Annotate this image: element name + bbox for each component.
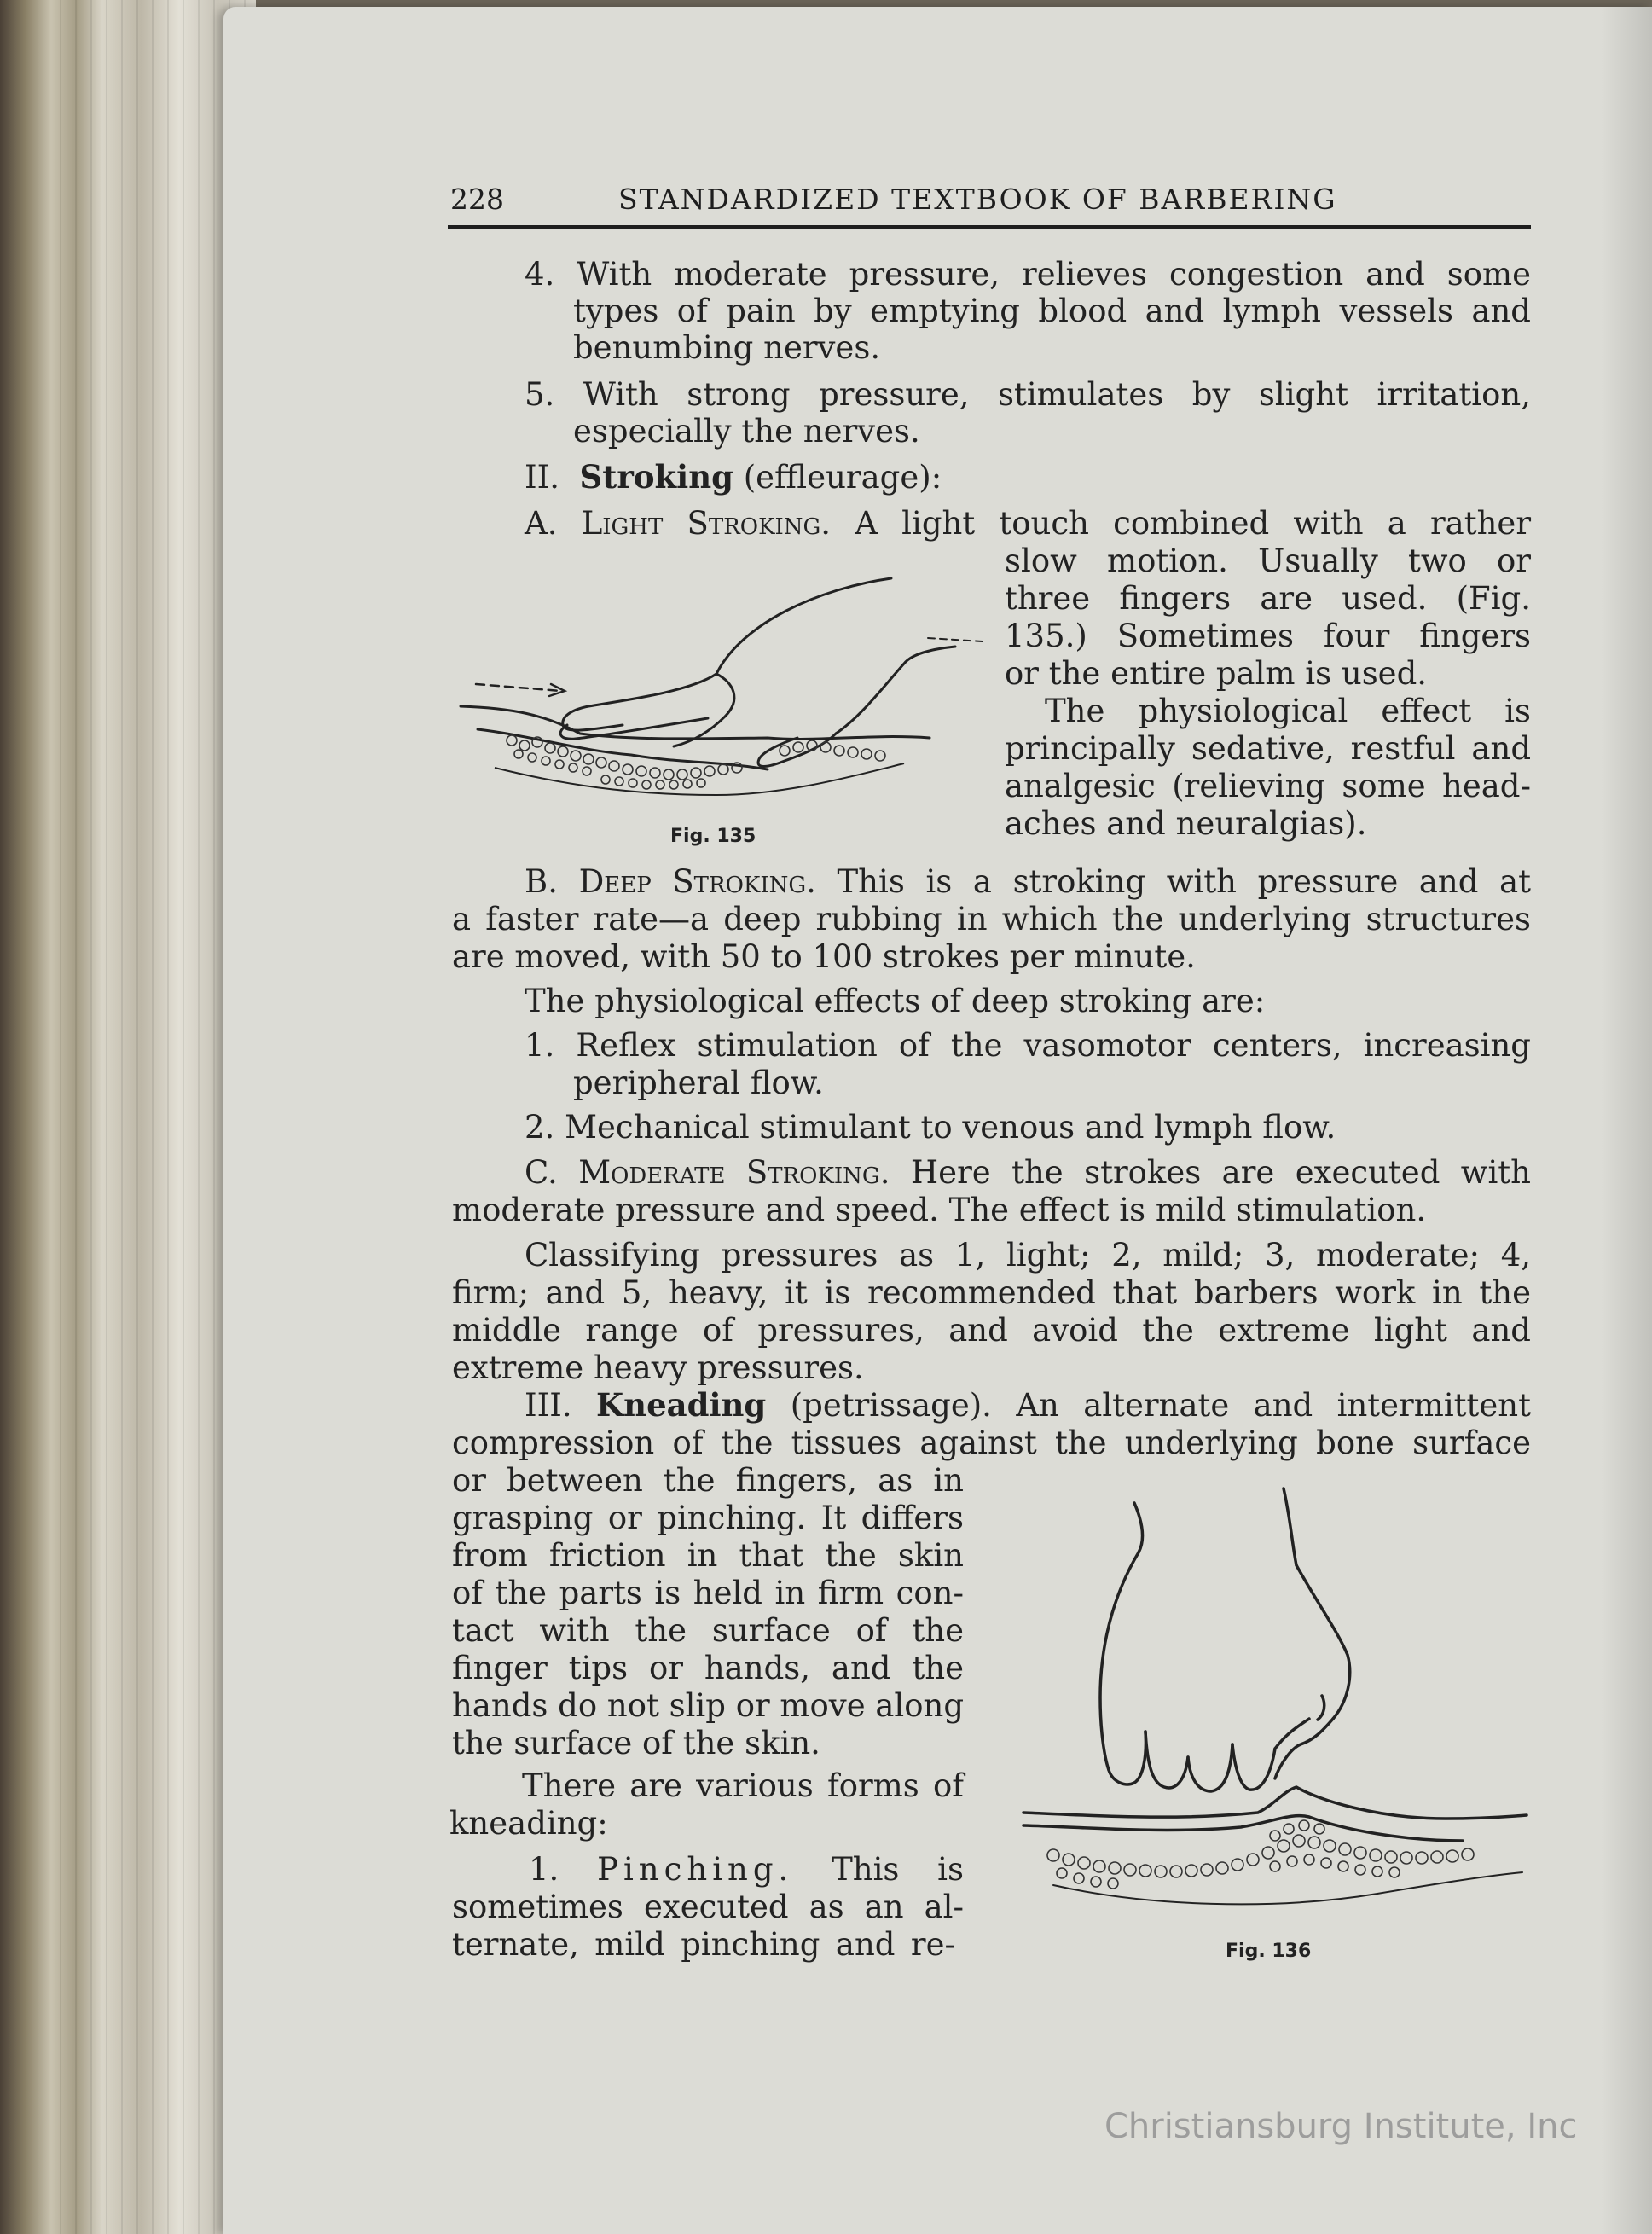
kneading-line-4: grasping or pinching. It differs <box>452 1500 964 1536</box>
deep-effect-1-line-1: 1. Reflex stimulation of the vasomotor centers, increasing <box>525 1027 1531 1064</box>
section-number: II. <box>525 459 559 496</box>
kneading-line-9: hands do not slip or move along <box>452 1687 965 1724</box>
deep-stroking-text: This is a stroking with pressure and at <box>837 863 1531 900</box>
figure-136-hand-kneading-illustration <box>1019 1484 1531 1919</box>
light-stroking-prefix: A. <box>525 505 558 542</box>
light-stroking-line-8: analgesic (relieving some head- <box>1005 768 1531 804</box>
light-stroking-line-3: three fingers are used. (Fig. <box>1005 580 1531 617</box>
pinching-line-1 <box>529 1851 964 1888</box>
pinching-line-3: ternate, mild pinching and re- <box>452 1926 955 1963</box>
watermark: Christiansburg Institute, Inc <box>1104 2107 1578 2146</box>
moderate-stroking-line-1 <box>525 1154 1531 1191</box>
section-stroking-heading <box>525 459 942 496</box>
deep-stroking-line-2: a faster rate—a deep rubbing in which the underlying structures <box>452 901 1531 937</box>
pinching-text: This is <box>832 1851 964 1888</box>
kneading-line-2: compression of the tissues against the underlying bone surface <box>452 1425 1531 1461</box>
kneading-line-8: finger tips or hands, and the <box>452 1650 964 1686</box>
light-stroking-line-9: aches and neuralgias). <box>1005 805 1367 842</box>
deep-stroking-title: Deep Stroking. <box>578 863 816 900</box>
deep-stroking-prefix: B. <box>525 863 558 900</box>
pressures-line-1: Classifying pressures as 1, light; 2, mild; 3, moderate; 4, <box>525 1237 1531 1274</box>
page-edge-lines <box>60 0 247 2234</box>
pressures-line-2: firm; and 5, heavy, it is recommended that barbers work in the <box>452 1274 1531 1311</box>
section-title: Stroking <box>579 458 733 496</box>
light-stroking-line-1 <box>525 505 1531 542</box>
kneading-text: (petrissage). An alternate and intermittent <box>790 1387 1531 1424</box>
deep-effect-1-line-2: peripheral flow. <box>573 1065 824 1101</box>
kneading-line-7: tact with the surface of the <box>452 1612 964 1649</box>
light-stroking-text: A light touch combined with a rather <box>855 505 1532 542</box>
light-stroking-line-7: principally sedative, restful and <box>1005 730 1531 767</box>
light-stroking-line-5: or the entire palm is used. <box>1005 655 1428 692</box>
kneading-line-10: the surface of the skin. <box>452 1725 820 1761</box>
pinching-title: Pinching. <box>597 1851 794 1888</box>
pressures-line-4: extreme heavy pressures. <box>452 1349 864 1386</box>
kneading-title: Kneading <box>596 1386 767 1424</box>
light-stroking-line-4: 135.) Sometimes four fingers <box>1005 618 1531 654</box>
deep-stroking-line-1 <box>525 863 1531 900</box>
light-stroking-line-2: slow motion. Usually two or <box>1005 543 1531 579</box>
book-title: STANDARDIZED TEXTBOOK OF BARBERING <box>618 183 1337 216</box>
item-4-line-2: types of pain by emptying blood and lymph vessels and <box>573 293 1531 329</box>
light-stroking-line-6: The physiological effect is <box>1045 693 1531 729</box>
item-4-line-3: benumbing nerves. <box>573 329 881 366</box>
moderate-stroking-prefix: C. <box>525 1154 558 1191</box>
running-header <box>448 177 1531 229</box>
pressures-line-3: middle range of pressures, and avoid the extreme light and <box>452 1312 1531 1349</box>
deep-stroking-line-3: are moved, with 50 to 100 strokes per minute. <box>452 938 1196 975</box>
pinching-line-2: sometimes executed as an al- <box>452 1889 964 1925</box>
moderate-stroking-title: Moderate Stroking. <box>578 1154 890 1191</box>
kneading-forms-line-1: There are various forms of <box>522 1767 964 1804</box>
section-subtitle: (effleurage): <box>743 459 942 496</box>
kneading-forms-line-2: kneading: <box>449 1805 608 1842</box>
light-stroking-title: Light Stroking. <box>581 505 832 542</box>
kneading-line-6: of the parts is held in firm con- <box>452 1575 964 1611</box>
page-number: 228 <box>450 183 504 216</box>
figure-135-hand-stroking-illustration <box>461 572 989 827</box>
deep-stroking-line-4: The physiological effects of deep stroking are: <box>525 983 1266 1019</box>
item-4-line-1: 4. With moderate pressure, relieves congestion and some <box>525 256 1531 293</box>
figure-135-caption: Fig. 135 <box>670 826 756 847</box>
item-5-line-2: especially the nerves. <box>573 413 920 450</box>
pinching-number: 1. <box>529 1851 559 1888</box>
page-gutter-shadow <box>1601 7 1652 2234</box>
kneading-number: III. <box>525 1387 572 1424</box>
moderate-stroking-text: Here the strokes are executed with <box>910 1154 1532 1191</box>
figure-136-caption: Fig. 136 <box>1226 1941 1312 1962</box>
item-5-line-1: 5. With strong pressure, stimulates by slight irritation, <box>525 376 1531 413</box>
kneading-line-3: or between the fingers, as in <box>452 1462 964 1499</box>
kneading-line-5: from friction in that the skin <box>452 1537 964 1574</box>
deep-effect-2: 2. Mechanical stimulant to venous and lymph flow. <box>525 1109 1336 1146</box>
kneading-line-1 <box>525 1387 1531 1424</box>
moderate-stroking-line-2: moderate pressure and speed. The effect is mild stimulation. <box>452 1192 1427 1228</box>
